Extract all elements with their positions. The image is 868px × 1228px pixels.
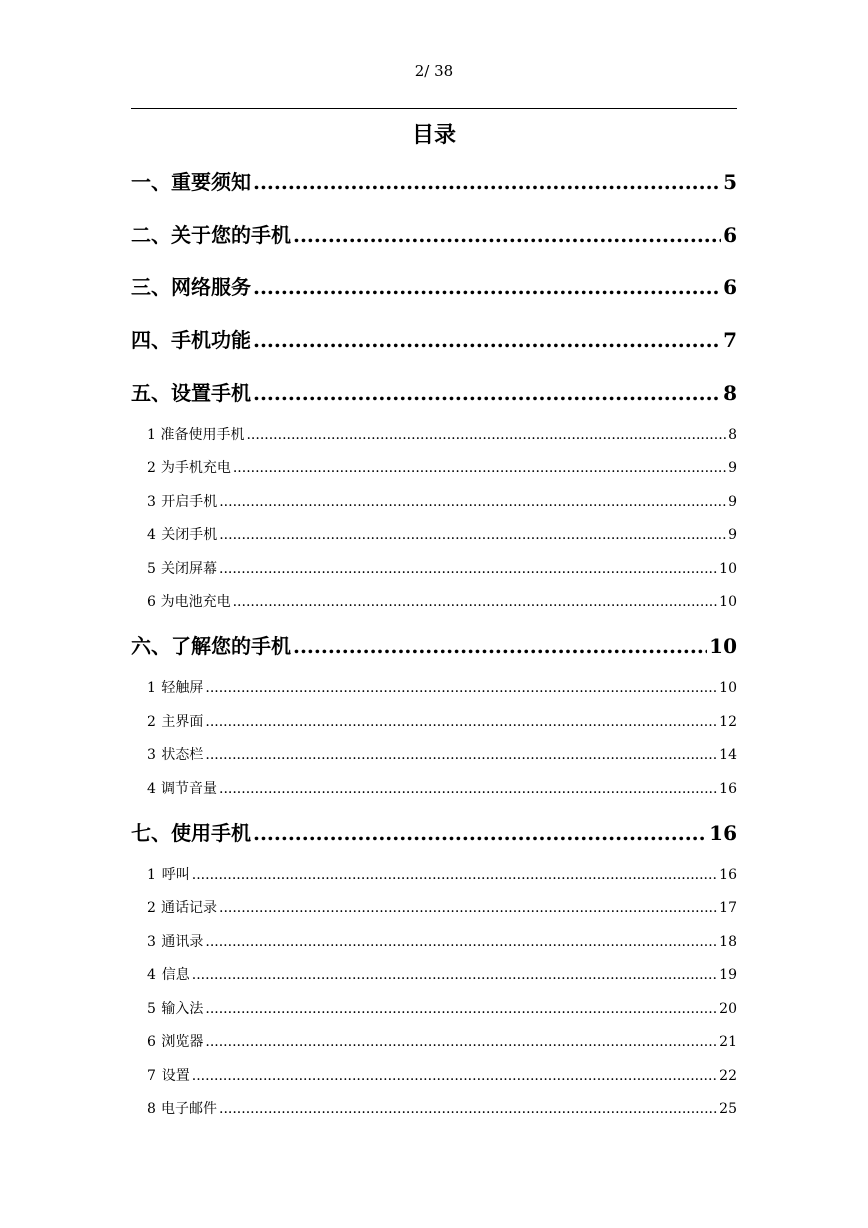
toc-entry-6-2[interactable] <box>131 711 737 731</box>
toc-entry-7-7[interactable] <box>131 1065 737 1085</box>
toc-entry-number: 五、 <box>131 381 171 405</box>
toc-entry-number: 2 <box>147 714 156 730</box>
toc-entry-number: 七、 <box>131 821 171 845</box>
toc-dot-leader <box>192 867 717 883</box>
toc-entry-label: 设置 <box>161 1068 190 1084</box>
toc-dot-leader <box>205 1034 717 1050</box>
toc-entry-label: 为电池充电 <box>160 594 231 610</box>
toc-entry-6-4[interactable] <box>131 778 737 798</box>
toc-entry-page: 6 <box>723 275 737 299</box>
toc-entry-number: 8 <box>147 1101 156 1117</box>
toc-entry-number: 3 <box>147 747 156 763</box>
toc-dot-leader <box>293 223 721 247</box>
toc-entry-label: 通讯录 <box>161 934 204 950</box>
toc-entry-label: 了解您的手机 <box>171 634 291 658</box>
toc-entry-section-3[interactable] <box>131 271 737 300</box>
toc-entry-number: 六、 <box>131 634 171 658</box>
toc-entry-number: 二、 <box>131 223 171 247</box>
toc-entry-page: 10 <box>719 561 737 577</box>
toc-entry-section-6[interactable] <box>131 630 737 659</box>
toc-entry-number: 四、 <box>131 328 171 352</box>
toc-dot-leader <box>233 594 718 610</box>
toc-entry-5-4[interactable] <box>131 524 737 544</box>
toc-entry-7-5[interactable] <box>131 998 737 1018</box>
toc-dot-leader <box>253 275 721 299</box>
toc-entry-page: 14 <box>719 747 737 763</box>
toc-entry-7-4[interactable] <box>131 964 737 984</box>
toc-entry-label: 呼叫 <box>161 867 190 883</box>
toc-entry-7-6[interactable] <box>131 1031 737 1051</box>
toc-entry-page: 7 <box>723 328 737 352</box>
toc-entry-label: 关于您的手机 <box>171 223 291 247</box>
toc-entry-page: 8 <box>723 381 737 405</box>
toc-entry-page: 17 <box>719 900 737 916</box>
toc-entry-page: 9 <box>728 460 737 476</box>
toc-entry-page: 10 <box>719 594 737 610</box>
toc-entry-page: 18 <box>719 934 737 950</box>
page-number: 2/ 38 <box>414 62 454 80</box>
toc-entry-page: 8 <box>728 427 737 443</box>
toc-entry-page: 19 <box>719 967 737 983</box>
toc-entry-5-1[interactable] <box>131 424 737 444</box>
toc-entry-section-1[interactable] <box>131 166 737 195</box>
toc-entry-7-2[interactable] <box>131 897 737 917</box>
toc-dot-leader <box>219 527 726 543</box>
toc-entry-5-5[interactable] <box>131 558 737 578</box>
toc-entry-number: 5 <box>147 1001 156 1017</box>
toc-dot-leader <box>219 561 717 577</box>
toc-entry-page: 25 <box>719 1101 737 1117</box>
toc-dot-leader <box>233 460 726 476</box>
toc-entry-label: 调节音量 <box>161 781 217 797</box>
toc-entry-label: 信息 <box>161 967 190 983</box>
toc-dot-leader <box>219 494 726 510</box>
toc-entry-label: 重要须知 <box>171 170 251 194</box>
toc-dot-leader <box>246 427 726 443</box>
toc-entry-6-1[interactable] <box>131 677 737 697</box>
toc-entry-5-2[interactable] <box>131 457 737 477</box>
toc-entry-label: 关闭手机 <box>161 527 218 543</box>
toc-entry-label: 为手机充电 <box>160 460 231 476</box>
toc-dot-leader <box>219 781 717 797</box>
toc-dot-leader <box>219 900 717 916</box>
toc-entry-number: 1 <box>147 427 156 443</box>
toc-entry-page: 22 <box>719 1068 737 1084</box>
toc-entry-label: 关闭屏幕 <box>161 561 217 577</box>
toc-entry-label: 手机功能 <box>171 328 251 352</box>
toc-entry-page: 16 <box>719 867 737 883</box>
toc-dot-leader <box>253 821 707 845</box>
toc-entry-number: 4 <box>147 781 156 797</box>
toc-entry-label: 设置手机 <box>171 381 251 405</box>
toc-entry-number: 1 <box>147 680 156 696</box>
toc-entry-label: 轻触屏 <box>161 680 204 696</box>
toc-dot-leader <box>219 1101 717 1117</box>
toc-entry-number: 6 <box>147 594 156 610</box>
toc-entry-number: 2 <box>147 460 156 476</box>
toc-entry-label: 通话记录 <box>161 900 217 916</box>
toc-dot-leader <box>253 381 721 405</box>
toc-entry-5-6[interactable] <box>131 591 737 611</box>
toc-entry-number: 4 <box>147 967 156 983</box>
toc-entry-number: 3 <box>147 494 156 510</box>
toc-entry-label: 状态栏 <box>161 747 204 763</box>
toc-dot-leader <box>205 714 717 730</box>
toc-dot-leader <box>192 967 717 983</box>
toc-entry-section-4[interactable] <box>131 324 737 353</box>
toc-entry-7-3[interactable] <box>131 931 737 951</box>
toc-dot-leader <box>205 1001 717 1017</box>
toc-entry-page: 10 <box>719 680 737 696</box>
toc-dot-leader <box>253 170 721 194</box>
toc-entry-page: 5 <box>723 170 737 194</box>
toc-entry-page: 12 <box>719 714 737 730</box>
toc-entry-label: 开启手机 <box>161 494 218 510</box>
toc-entry-7-8[interactable] <box>131 1098 737 1118</box>
toc-entry-page: 10 <box>709 634 737 658</box>
toc-entry-number: 4 <box>147 527 156 543</box>
toc-dot-leader <box>192 1068 717 1084</box>
toc-entry-page: 6 <box>723 223 737 247</box>
toc-entry-section-7[interactable] <box>131 817 737 846</box>
toc-entry-number: 6 <box>147 1034 156 1050</box>
toc-entry-section-5[interactable] <box>131 377 737 406</box>
toc-entry-page: 16 <box>719 781 737 797</box>
toc-entry-label: 网络服务 <box>171 275 251 299</box>
toc-entry-section-2[interactable] <box>131 219 737 248</box>
toc-entry-number: 1 <box>147 867 156 883</box>
toc-entry-label: 使用手机 <box>171 821 251 845</box>
toc-title: 目录 <box>411 122 456 148</box>
toc-entry-7-1[interactable] <box>131 864 737 884</box>
toc-entry-5-3[interactable] <box>131 491 737 511</box>
toc-entry-page: 16 <box>709 821 737 845</box>
toc-dot-leader <box>293 634 707 658</box>
toc-entry-number: 三、 <box>131 275 171 299</box>
toc-entry-page: 21 <box>719 1034 737 1050</box>
toc-entry-number: 2 <box>147 900 156 916</box>
toc-entry-number: 3 <box>147 934 156 950</box>
toc-dot-leader <box>205 934 717 950</box>
toc-entry-label: 输入法 <box>161 1001 204 1017</box>
toc-entry-page: 20 <box>719 1001 737 1017</box>
toc-entry-page: 9 <box>728 494 737 510</box>
toc-entry-label: 电子邮件 <box>161 1101 217 1117</box>
toc-entry-number: 7 <box>147 1068 156 1084</box>
toc-dot-leader <box>253 328 721 352</box>
toc-dot-leader <box>205 747 717 763</box>
toc-entry-page: 9 <box>728 527 737 543</box>
toc-dot-leader <box>205 680 717 696</box>
toc-entry-label: 浏览器 <box>161 1034 204 1050</box>
toc-entry-number: 一、 <box>131 170 171 194</box>
toc-entry-label: 主界面 <box>161 714 204 730</box>
toc-entry-number: 5 <box>147 561 156 577</box>
toc-entry-label: 准备使用手机 <box>160 427 245 443</box>
toc-entry-6-3[interactable] <box>131 744 737 764</box>
